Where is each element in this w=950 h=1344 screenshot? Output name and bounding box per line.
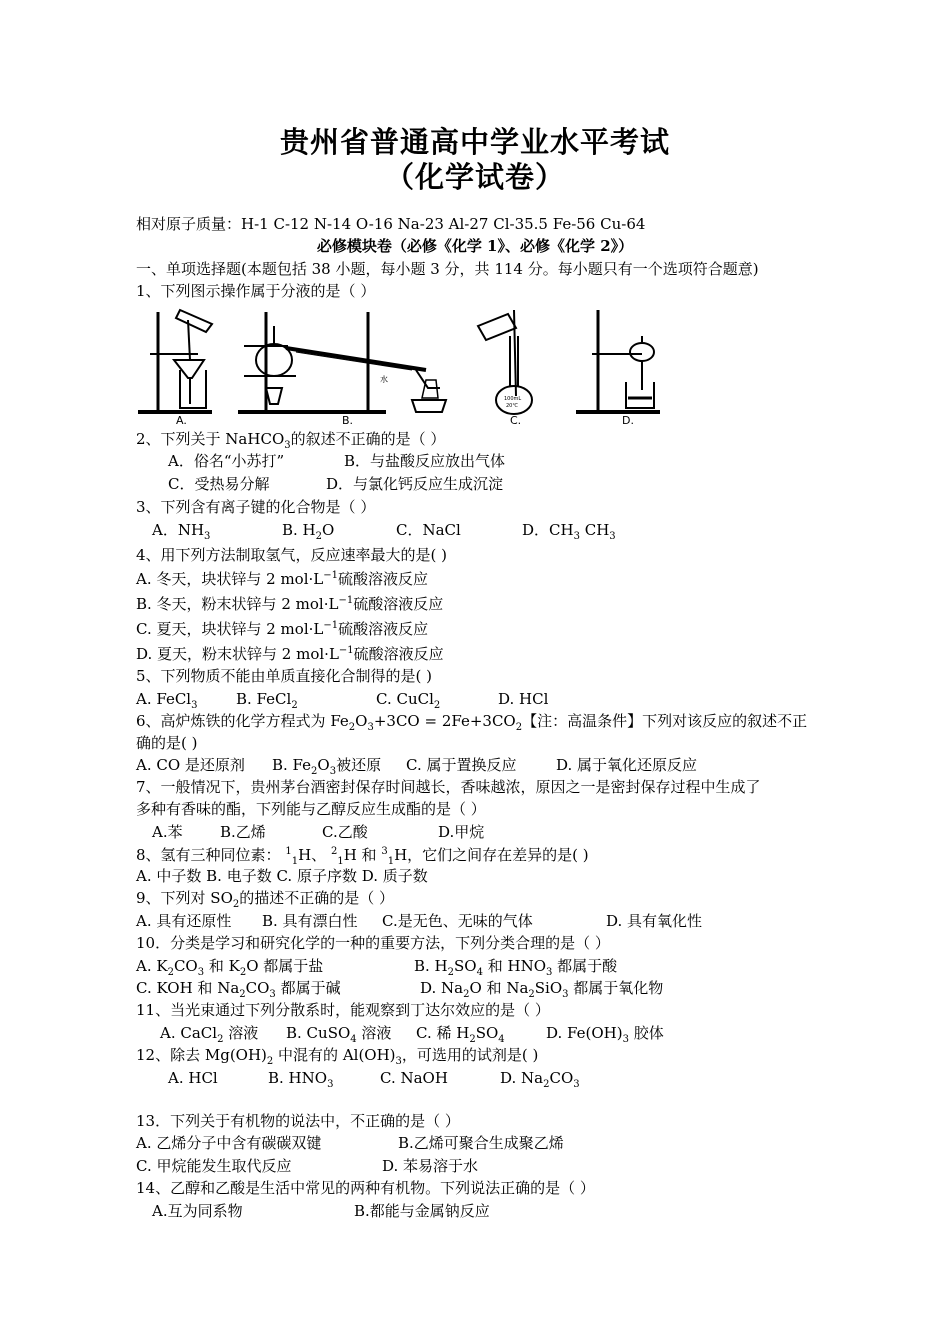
question-13-option-b: B.乙烯可聚合生成聚乙烯 xyxy=(398,1134,564,1152)
question-11-option-b: B. CuSO$_4$ 溶液 xyxy=(286,1024,392,1045)
atomic-masses: 相对原子质量：H-1 C-12 N-14 O-16 Na-23 Al-27 Cl-35.5 Fe-56 Cu-64 xyxy=(136,215,646,233)
question-7-option-a: A.苯 xyxy=(152,823,183,841)
question-4-stem: 4、用下列方法制取氢气，反应速率最大的是( ) xyxy=(136,546,448,564)
question-3-option-d: D．$CH_3$ $CH_3$ xyxy=(522,521,616,542)
question-9-option-c: C.是无色、无味的气体 xyxy=(382,912,533,930)
question-6-option-a: A. CO 是还原剂 xyxy=(136,756,245,774)
question-3-option-c: C．NaCl xyxy=(396,521,461,539)
figure-mark-water: 水 xyxy=(380,375,388,384)
question-10-option-c: C. KOH 和 $Na_2CO_3$ 都属于碱 xyxy=(136,979,341,1000)
question-6-option-d: D. 属于氧化还原反应 xyxy=(556,756,698,774)
question-5-option-a: A. FeCl$_3$ xyxy=(136,690,198,711)
question-3-option-a: A．$NH_3$ xyxy=(152,521,211,542)
apparatus-b-distillation xyxy=(238,312,446,412)
question-12-option-a: A. HCl xyxy=(168,1069,218,1087)
question-12-option-d: D. $Na_2CO_3$ xyxy=(500,1069,580,1090)
question-1-stem: 1、下列图示操作属于分液的是（ ） xyxy=(136,282,376,300)
question-10-stem: 10．分类是学习和研究化学的一种的重要方法，下列分类合理的是（ ） xyxy=(136,934,610,952)
question-8-stem: 8、氢有三种同位素： $^1_1$H、 $^2_1$H 和 $^3_1$H，它们之间存在差异的是( ) xyxy=(136,846,589,867)
question-13-option-a: A. 乙烯分子中含有碳碳双键 xyxy=(136,1134,322,1152)
question-3-stem: 3、下列含有离子键的化合物是（ ） xyxy=(136,498,376,516)
question-2-option-c: C．受热易分解 xyxy=(168,475,270,493)
question-2-option-b: B．与盐酸反应放出气体 xyxy=(344,452,506,470)
question-11-option-a: A. CaCl$_2$ 溶液 xyxy=(160,1024,259,1045)
figure-label-c: C. xyxy=(510,414,522,426)
question-8-options: A. 中子数 B. 电子数 C. 原子序数 D. 质子数 xyxy=(136,867,428,885)
figure-label-a: A. xyxy=(176,414,187,426)
question-7-option-b: B.乙烯 xyxy=(220,823,266,841)
exam-title: 贵州省普通高中学业水平考试 xyxy=(279,125,670,159)
question-10-option-a: A. $K_2CO_3$ 和 $K_2O$ 都属于盐 xyxy=(136,957,324,978)
question-4-option-a: A. 冬天，块状锌与 2 $mol\cdot L^{-1}$硫酸溶液反应 xyxy=(136,570,429,588)
question-13-option-d: D. 苯易溶于水 xyxy=(382,1157,479,1175)
section-heading: 一、单项选择题(本题包括 38 小题，每小题 3 分，共 114 分。每小题只有一个选项符合题意) xyxy=(136,260,759,278)
question-5-option-d: D. HCl xyxy=(498,690,549,708)
question-2-option-d: D．与氯化钙反应生成沉淀 xyxy=(326,475,504,493)
figure-mark-volume: 100mL xyxy=(504,396,522,402)
question-14-stem: 14、乙醇和乙酸是生活中常见的两种有机物。下列说法正确的是（ ） xyxy=(136,1179,595,1197)
module-heading: 必修模块卷（必修《化学 1》、必修《化学 2》） xyxy=(316,237,634,255)
question-9-stem: 9、下列对 $SO_2$的描述不正确的是（ ） xyxy=(136,889,395,910)
question-10-option-b: B. $H_2SO_4$ 和 $HNO_3$ 都属于酸 xyxy=(414,957,618,978)
question-6-stem-line-2: 确的是( ) xyxy=(136,734,198,752)
apparatus-a-filtration xyxy=(138,310,212,412)
question-6-stem: 6、高炉炼铁的化学方程式为 $Fe_2O_3+3CO = 2Fe+3CO_2$【注：高温条件】下列对该反应的叙述不正 xyxy=(136,712,808,733)
question-9-option-b: B. 具有漂白性 xyxy=(262,912,358,930)
question-12-option-c: C. NaOH xyxy=(380,1069,448,1087)
question-7-stem-line-2: 多种有香味的酯，下列能与乙醇反应生成酯的是（ ） xyxy=(136,800,486,818)
question-6-option-b: B. $Fe_2O_3$被还原 xyxy=(272,756,382,777)
question-5-stem: 5、下列物质不能由单质直接化合制得的是( ) xyxy=(136,667,433,685)
apparatus-figure xyxy=(136,308,676,426)
question-2-option-a: A．俗名“小苏打” xyxy=(168,452,285,470)
question-5-option-b: B. FeCl$_2$ xyxy=(236,690,298,711)
question-4-option-b: B. 冬天，粉末状锌与 2 $mol\cdot L^{-1}$硫酸溶液反应 xyxy=(136,595,444,613)
figure-label-d: D. xyxy=(622,414,634,426)
question-2-stem: 2、下列关于 NaHCO$_3$的叙述不正确的是（ ） xyxy=(136,430,446,451)
question-4-option-c: C. 夏天，块状锌与 2 $mol\cdot L^{-1}$硫酸溶液反应 xyxy=(136,620,429,638)
question-11-option-c: C. 稀 $H_2SO_4$ xyxy=(416,1024,505,1045)
apparatus-d-separatory-funnel xyxy=(576,310,660,412)
question-11-stem: 11、当光束通过下列分散系时，能观察到丁达尔效应的是（ ） xyxy=(136,1001,550,1019)
figure-label-b: B. xyxy=(342,414,354,426)
figure-mark-temperature: 20℃ xyxy=(506,403,518,409)
question-4-option-d: D. 夏天，粉末状锌与 2 $mol\cdot L^{-1}$硫酸溶液反应 xyxy=(136,645,444,663)
question-3-option-b: B. $H_2O$ xyxy=(282,521,335,542)
exam-subtitle: （化学试卷） xyxy=(384,160,565,194)
question-9-option-a: A. 具有还原性 xyxy=(136,912,232,930)
question-6-option-c: C. 属于置换反应 xyxy=(406,756,517,774)
question-10-option-d: D. $Na_2O$ 和 $Na_2SiO_3$ 都属于氧化物 xyxy=(420,979,664,1000)
question-14-option-b: B.都能与金属钠反应 xyxy=(354,1202,490,1220)
question-12-stem: 12、除去 $Mg(OH)_2$ 中混有的 $Al(OH)_3$，可选用的试剂是( ) xyxy=(136,1046,539,1067)
question-7-stem: 7、一般情况下，贵州茅台酒密封保存时间越长，香味越浓，原因之一是密封保存过程中生成了 xyxy=(136,778,761,796)
question-7-option-c: C.乙酸 xyxy=(322,823,368,841)
question-5-option-c: C. CuCl$_2$ xyxy=(376,690,441,711)
question-7-option-d: D.甲烷 xyxy=(438,823,485,841)
question-12-option-b: B. $HNO_3$ xyxy=(268,1069,334,1090)
question-13-option-c: C. 甲烷能发生取代反应 xyxy=(136,1157,292,1175)
question-14-option-a: A.互为同系物 xyxy=(152,1202,243,1220)
question-13-stem: 13．下列关于有机物的说法中，不正确的是（ ） xyxy=(136,1112,460,1130)
question-11-option-d: D. $Fe(OH)_3$ 胶体 xyxy=(546,1024,664,1045)
question-9-option-d: D. 具有氧化性 xyxy=(606,912,703,930)
